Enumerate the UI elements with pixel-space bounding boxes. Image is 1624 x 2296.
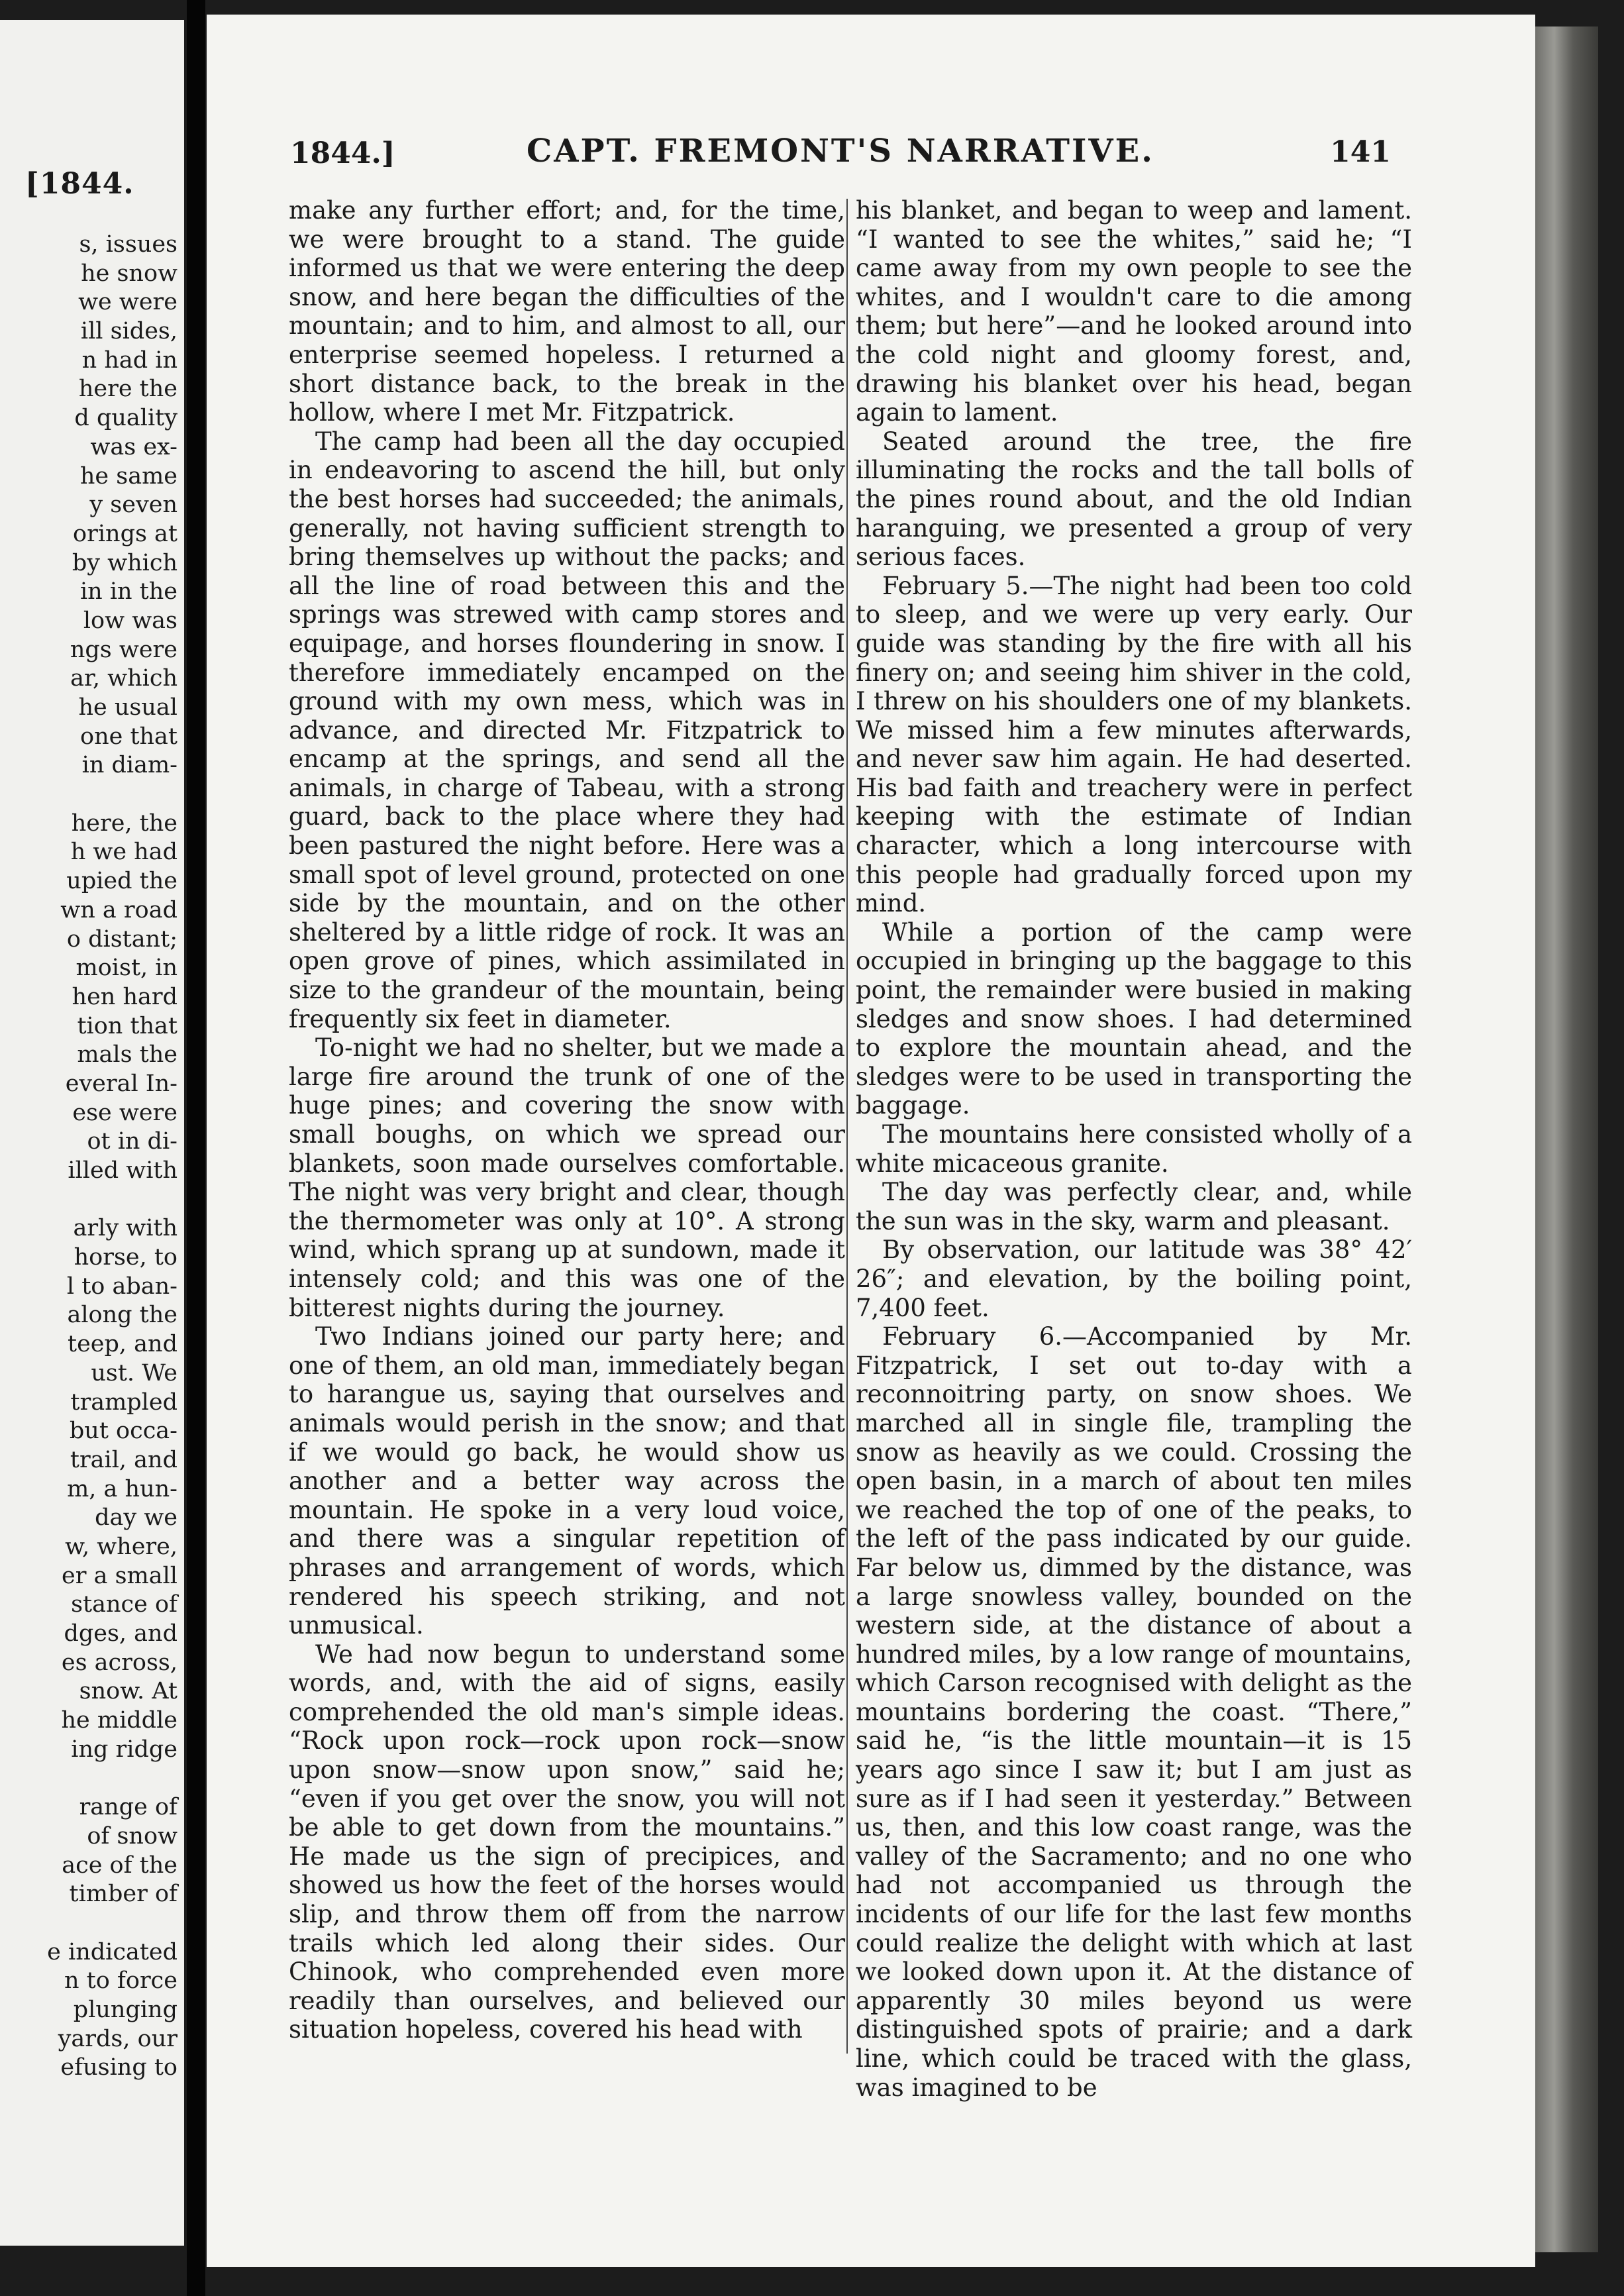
facing-page-line: yards, our xyxy=(58,2025,178,2052)
facing-page-line: plunging xyxy=(73,1996,178,2023)
facing-page-line: teep, and xyxy=(68,1331,178,1358)
paragraph: We had now begun to understand some words, and, with the aid of signs, easily comprehended the old man's simple ideas. “Rock upon rock—rock upon rock—snow upon snow—snow upon snow,” said he; “even if you get over the snow, you will not be able to get down from the mountains.” He made us the sign of precipices, and showed us how the feet of the horses would slip, and throw them off from the narrow trails which led along their sides. Our Chinook, who comprehended even more readily than ourselves, and believed our situation hopeless, covered his head with xyxy=(289,1640,845,2044)
facing-page xyxy=(0,20,184,2246)
facing-page-line xyxy=(0,1764,178,1793)
facing-page-line: illed with xyxy=(68,1157,178,1184)
facing-page-line: o distant; xyxy=(66,925,178,953)
paragraph: make any further effort; and, for the time, we were brought to a stand. The guide informed us that we were entering the deep snow, and here began the difficulties of the mountain; and to him, and almost to all, our enterprise seemed hopeless. I returned a short distance back, to the break in the hollow, where I met Mr. Fitzpatrick. xyxy=(289,196,845,427)
facing-page-line: ngs were xyxy=(70,636,178,663)
column-divider xyxy=(846,199,848,2054)
paragraph: Two Indians joined our party here; and one of them, an old man, immediately began to harangue us, saying that ourselves and animals would perish in the snow; and that if we would go back, he would show us another and a better way across the mountain. He spoke in a very loud voice, and there was a singular repetition of phrases and arrangement of words, which rendered his speech striking, and not unmusical. xyxy=(289,1322,845,1640)
facing-page-line: ing ridge xyxy=(71,1736,178,1763)
facing-page-line: y seven xyxy=(89,492,178,519)
facing-page-line: trail, and xyxy=(70,1446,178,1473)
page-edge-shadow xyxy=(1535,26,1598,2252)
facing-page-line: low was xyxy=(83,607,178,634)
facing-page-line: ar, which xyxy=(70,665,178,692)
facing-page-line: ill sides, xyxy=(80,318,178,345)
facing-page-line: stance of xyxy=(71,1591,178,1618)
facing-page-line: horse, to xyxy=(74,1244,178,1271)
facing-page-line: l to aban- xyxy=(66,1273,178,1300)
page-number: 141 xyxy=(1330,135,1391,169)
facing-page-line: in diam- xyxy=(81,752,178,779)
facing-page-line: he middle xyxy=(61,1707,178,1734)
paragraph: February 6.—Accompanied by Mr. Fitzpatrick, I set out to-day with a reconnoitring party, on snow shoes. We marched all in single file, trampling the snow as heavily as we could. Crossing the open basin, in a march of about ten miles we reached the top of one of the peaks, to the left of the pass indicated by our guide. Far below us, dimmed by the distance, was a large snowless valley, bounded on the western side, at the distance of about a hundred miles, by a low range of mountains, which Carson recognised with delight as the mountains bordering the coast. “There,” said he, “is the little mountain—it is 15 years ago since I saw it; but I am just as sure as if I had seen it yesterday.” Between us, then, and this low coast range, was the valley of the Sacramento; and no one who had not accompanied us through the incidents of our life for the last few months could realize the delight with which at last we looked down upon it. At the distance of apparently 30 miles beyond us were distinguished spots of prairie; and a dark line, which could be traced with the glass, was imagined to be xyxy=(856,1322,1412,2102)
facing-page-line: ust. We xyxy=(91,1359,178,1386)
header-year: 1844.] xyxy=(290,136,395,170)
facing-page-line: snow. At xyxy=(79,1678,178,1705)
facing-page-line: day we xyxy=(95,1504,178,1532)
running-head xyxy=(290,130,1391,176)
facing-page-line: mals the xyxy=(77,1041,178,1069)
facing-page-line: we were xyxy=(78,289,178,316)
facing-page-line: trampled xyxy=(70,1388,178,1416)
facing-page-line: n had in xyxy=(81,346,178,374)
facing-page-line: timber of xyxy=(69,1881,178,1908)
facing-page-line: wn a road xyxy=(60,896,178,923)
facing-page-line: of snow xyxy=(87,1822,178,1850)
facing-page-line: he same xyxy=(79,462,178,490)
facing-page-line: m, a hun- xyxy=(67,1475,178,1502)
facing-page-line: er a small xyxy=(62,1562,178,1589)
facing-page-line: tion that xyxy=(77,1012,178,1039)
paragraph: Seated around the tree, the fire illuminating the rocks and the tall bolls of the pines round about, and the old Indian haranguing, we presented a group of very serious faces. xyxy=(856,427,1412,572)
facing-page-line: here the xyxy=(78,376,178,403)
paragraph: his blanket, and began to weep and lament. “I wanted to see the whites,” said he; “I came away from my own people to see the whites, and I wouldn't care to die among them; but here”—and he looked around into the cold night and gloomy forest, and, drawing his blanket over his head, began again to lament. xyxy=(856,196,1412,427)
facing-page-line: ot in di- xyxy=(87,1128,178,1155)
facing-page-line: in in the xyxy=(79,578,178,605)
facing-page-line xyxy=(0,780,178,809)
facing-page-line: here, the xyxy=(71,809,178,837)
facing-page-line xyxy=(0,1909,178,1938)
facing-page-line: moist, in xyxy=(76,955,178,982)
paragraph: To-night we had no shelter, but we made a large fire around the trunk of one of the huge pines; and covering the snow with small boughs, on which we spread our blankets, soon made ourselves comfortable. The night was very bright and clear, though the thermometer was only at 10°. A strong wind, which sprang up at sundown, made it intensely cold; and this was one of the bitterest nights during the journey. xyxy=(289,1033,845,1322)
facing-page-line: upied the xyxy=(66,868,178,895)
facing-page-line: efusing to xyxy=(60,2054,178,2081)
paragraph: By observation, our latitude was 38° 42′ 26″; and elevation, by the boiling point, 7,400 feet. xyxy=(856,1235,1412,1322)
facing-page-line: w, where, xyxy=(65,1533,178,1560)
facing-page-line: dges, and xyxy=(64,1620,178,1647)
facing-page-line: e indicated xyxy=(47,1938,178,1965)
text-column-right xyxy=(856,196,1412,2102)
facing-page-line: d quality xyxy=(74,405,178,432)
facing-page-line: he snow xyxy=(81,260,178,287)
facing-page-line: orings at xyxy=(73,520,178,547)
text-column-left xyxy=(289,196,845,2044)
paragraph: The day was perfectly clear, and, while the sun was in the sky, warm and pleasant. xyxy=(856,1178,1412,1235)
facing-page-line: he usual xyxy=(78,694,178,721)
facing-page-line: h we had xyxy=(70,839,178,866)
paragraph: While a portion of the camp were occupied in bringing up the baggage to this point, the remainder were busied in making sledges and snow shoes. I had determined to explore the mountain ahead, and the sledges were to be used in transporting the baggage. xyxy=(856,917,1412,1120)
paragraph: The mountains here consisted wholly of a white micaceous granite. xyxy=(856,1120,1412,1178)
facing-page-line: n to force xyxy=(64,1967,178,1995)
facing-page-line: ace of the xyxy=(62,1852,178,1879)
facing-page-line: everal In- xyxy=(65,1070,178,1097)
facing-page-line: but occa- xyxy=(69,1418,178,1445)
facing-page-header: [1844. xyxy=(25,167,134,201)
facing-page-line: ese were xyxy=(72,1099,178,1126)
facing-page-line: s, issues xyxy=(79,231,178,258)
facing-page-line: es across, xyxy=(61,1649,178,1676)
facing-page-line: range of xyxy=(79,1794,178,1821)
facing-page-line: one that xyxy=(80,723,178,750)
header-title: CAPT. FREMONT'S NARRATIVE. xyxy=(527,132,1154,170)
facing-page-line: was ex- xyxy=(90,433,178,460)
facing-page-line: along the xyxy=(67,1302,178,1329)
binding-gutter xyxy=(187,0,205,2296)
facing-page-line xyxy=(0,1186,178,1215)
facing-page-line: hen hard xyxy=(72,983,178,1010)
facing-page-text xyxy=(0,231,178,2083)
paragraph: The camp had been all the day occupied in endeavoring to ascend the hill, but only the best horses had succeeded; the animals, generally, not having sufficient strength to bring themselves up without the packs; and all the line of road between this and the springs was strewed with camp stores and equipage, and horses floundering in snow. I therefore immediately encamped on the ground with my own mess, which was in advance, and directed Mr. Fitzpatrick to encamp at the springs, and send all the animals, in charge of Tabeau, with a strong guard, back to the place where they had been pastured the night before. Here was a small spot of level ground, protected on one side by the mountain, and on the other sheltered by a little ridge of rock. It was an open grove of pines, which assimilated in size to the grandeur of the mountain, being frequently six feet in diameter. xyxy=(289,427,845,1033)
facing-page-line: arly with xyxy=(73,1215,178,1242)
paragraph: February 5.—The night had been too cold to sleep, and we were up very early. Our guide was standing by the fire with all his finery on; and seeing him shiver in the cold, I threw on his shoulders one of my blankets. We missed him a few minutes afterwards, and never saw him again. He had deserted. His bad faith and treachery were in perfect keeping with the estimate of Indian character, which a long intercourse with this people had gradually forced upon my mind. xyxy=(856,571,1412,918)
facing-page-line: by which xyxy=(72,549,178,576)
